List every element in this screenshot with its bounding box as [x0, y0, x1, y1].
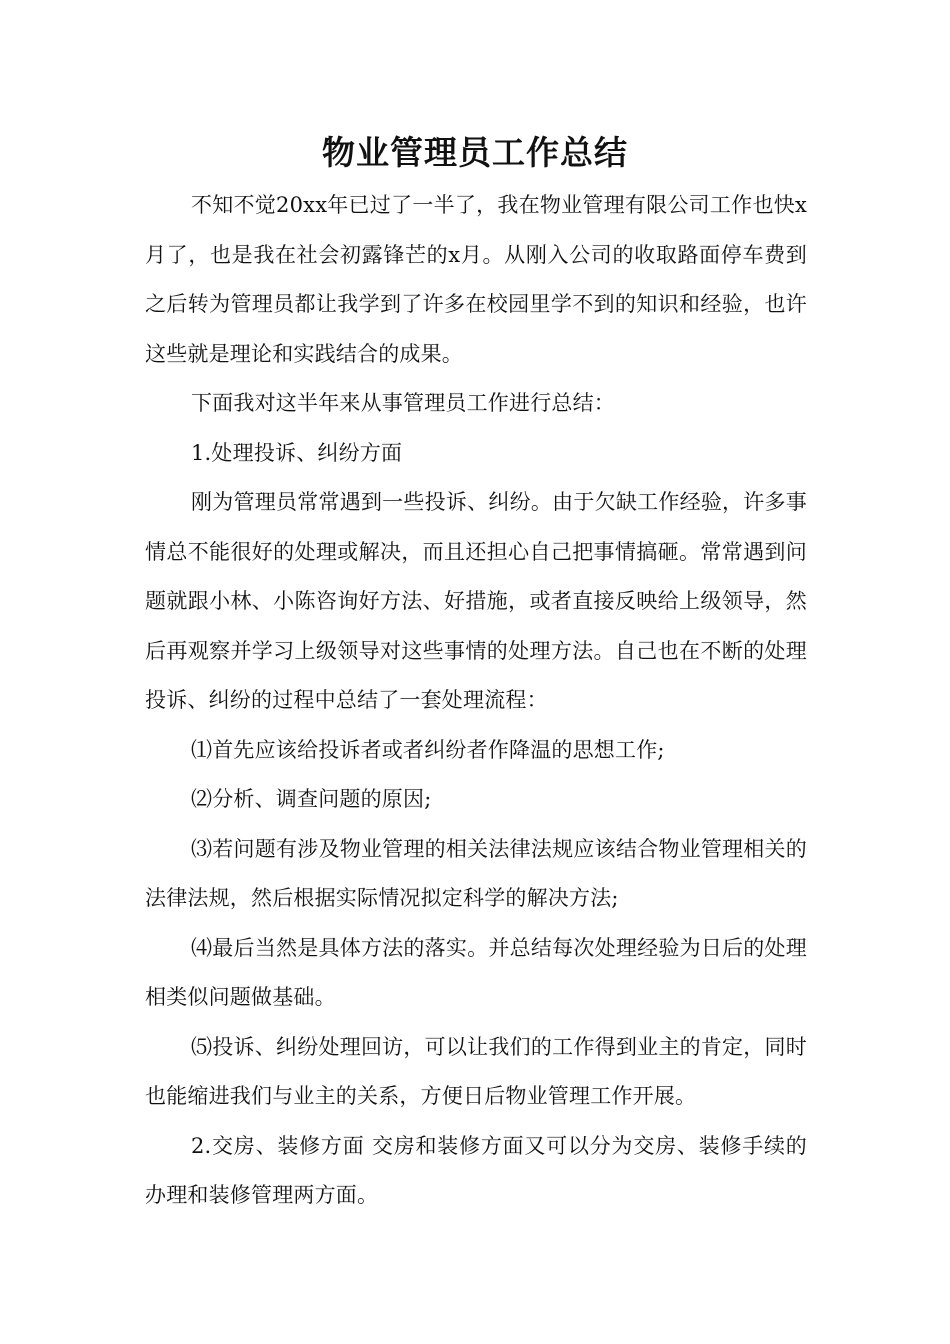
list-item-step-5: ⑸投诉、纠纷处理回访，可以让我们的工作得到业主的肯定，同时也能缩进我们与业主的关系，方便日后物业管理工作开展。	[145, 1034, 807, 1108]
paragraph-summary-lead: 下面我对这半年来从事管理员工作进行总结：	[191, 391, 615, 415]
document-title: 物业管理员工作总结	[322, 133, 628, 172]
section-heading-complaints: 1.处理投诉、纠纷方面	[191, 440, 403, 465]
paragraph-complaints: 刚为管理员常常遇到一些投诉、纠纷。由于欠缺工作经验，许多事情总不能很好的处理或解决，而且还担心自己把事情搞砸。常常遇到问题就跟小林、小陈咨询好方法、好措施，或者直接反映给上级领导，然后再观察并学习上级领导对这些事情的处理方法。自己也在不断的处理投诉、纠纷的过程中总结了一套处理流程：	[145, 490, 807, 712]
list-item-step-4: ⑷最后当然是具体方法的落实。并总结每次处理经验为日后的处理相类似问题做基础。	[145, 935, 807, 1009]
paragraph-intro: 不知不觉20xx年已过了一半了，我在物业管理有限公司工作也快x月了，也是我在社会初露锋芒的x月。从刚入公司的收取路面停车费到之后转为管理员都让我学到了许多在校园里学不到的知识和经验，也许这些就是理论和实践结合的成果。	[145, 193, 807, 366]
list-item-step-1: ⑴首先应该给投诉者或者纠纷者作降温的思想工作;	[191, 737, 665, 762]
document-body	[145, 181, 807, 1221]
list-item-step-2: ⑵分析、调查问题的原因;	[191, 787, 432, 811]
list-item-step-3: ⑶若问题有涉及物业管理的相关法律法规应该结合物业管理相关的法律法规，然后根据实际情况拟定科学的解决方法;	[145, 836, 807, 910]
section-heading-handover: 2.交房、装修方面 交房和装修方面又可以分为交房、装修手续的办理和装修管理两方面。	[145, 1133, 807, 1207]
